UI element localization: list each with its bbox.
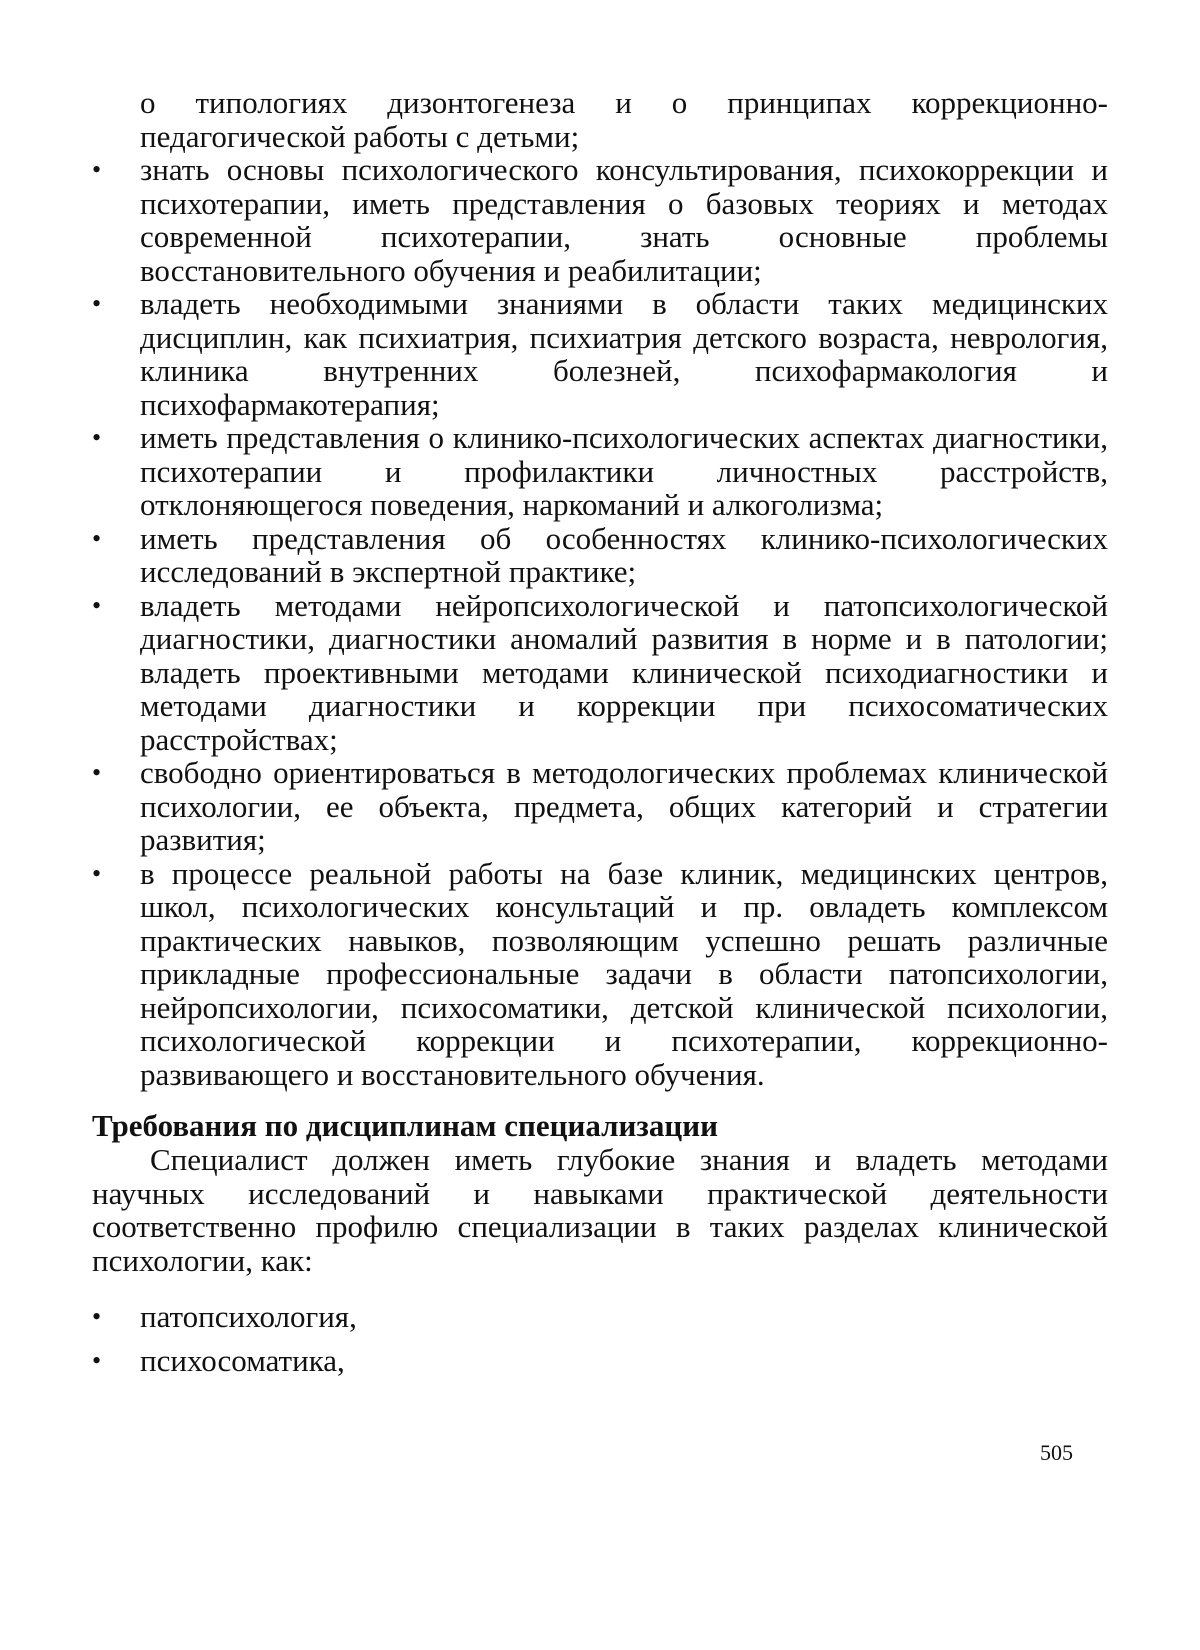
bullet-icon: •	[92, 1302, 102, 1331]
bullet-icon: •	[92, 758, 102, 787]
list-item-text: владеть методами нейропсихологической и патопсихологической диагностики, диагностики аномалий развития в норме и в патологии; владеть проективными методами клинической психодиагностики и методами диагностики и коррекции при психосоматических расстройствах;	[140, 587, 1108, 757]
list-item-text: в процессе реальной работы на базе клиник, медицинских центров, школ, психологических консультаций и пр. овладеть комплексом практических навыков, позволяющим успешно решать различные прикладные профессиональные задачи в области патопсихологии, нейропсихологии, психосоматики, детской клинической психологии, психологической коррекции и психотерапии, коррекционно-развивающего и восстановительного обучения.	[140, 855, 1108, 1092]
list-item-text: владеть необходимыми знаниями в области таких медицинских дисциплин, как психиатрия, психиатрия детского возраста, неврология, клиника внутренних болезней, психофармакология и психофармакотерапия;	[140, 286, 1108, 422]
body-paragraph: Специалист должен иметь глубокие знания и владеть методами научных исследований и навыками практической деятельности соответственно профилю специализации в таких разделах клинической психологии, как:	[92, 1142, 1108, 1278]
bullet-icon: •	[92, 423, 102, 452]
list-item	[92, 421, 1108, 522]
list-item	[92, 857, 1108, 1092]
bullet-icon: •	[92, 1346, 102, 1375]
list-item-text: о типологиях дизонтогенеза и о принципах коррекционно-педагогической работы с детьми;	[140, 85, 1108, 154]
list-item	[92, 756, 1108, 857]
requirements-list	[92, 86, 1108, 1091]
list-item-text: иметь представления о клинико-психологических аспектах диагностики, психотерапии и профилактики личностных расстройств, отклоняющегося поведения, наркоманий и алкоголизма;	[140, 420, 1108, 522]
list-item	[92, 1295, 1108, 1339]
list-item	[92, 287, 1108, 421]
list-item	[92, 1339, 1108, 1383]
page-content	[92, 86, 1108, 1383]
bullet-icon: •	[92, 523, 102, 553]
section-heading: Требования по дисциплинам специализации	[92, 1108, 718, 1143]
bullet-icon: •	[92, 858, 102, 888]
bullet-icon: •	[92, 590, 102, 620]
list-item-text: иметь представления об особенностях клинико-психологических исследований в экспертной практике;	[140, 520, 1108, 589]
specialization-list	[92, 1295, 1108, 1383]
page-number: 505	[1040, 1440, 1073, 1465]
list-item-text: психосоматика,	[140, 1343, 345, 1378]
list-item	[92, 86, 1108, 153]
list-item	[92, 153, 1108, 287]
list-item-text: патопсихология,	[140, 1299, 357, 1334]
bullet-icon: •	[92, 289, 102, 318]
list-item-text: знать основы психологического консультирования, психокоррекции и психотерапии, иметь представления о базовых теориях и методах современной психотерапии, знать основные проблемы восстановительного обучения и реабилитации;	[140, 152, 1108, 288]
list-item-text: свободно ориентироваться в методологических проблемах клинической психологии, ее объекта, предмета, общих категорий и стратегии развития;	[140, 755, 1108, 857]
bullet-icon: •	[92, 155, 102, 184]
list-item	[92, 589, 1108, 757]
list-item	[92, 522, 1108, 589]
